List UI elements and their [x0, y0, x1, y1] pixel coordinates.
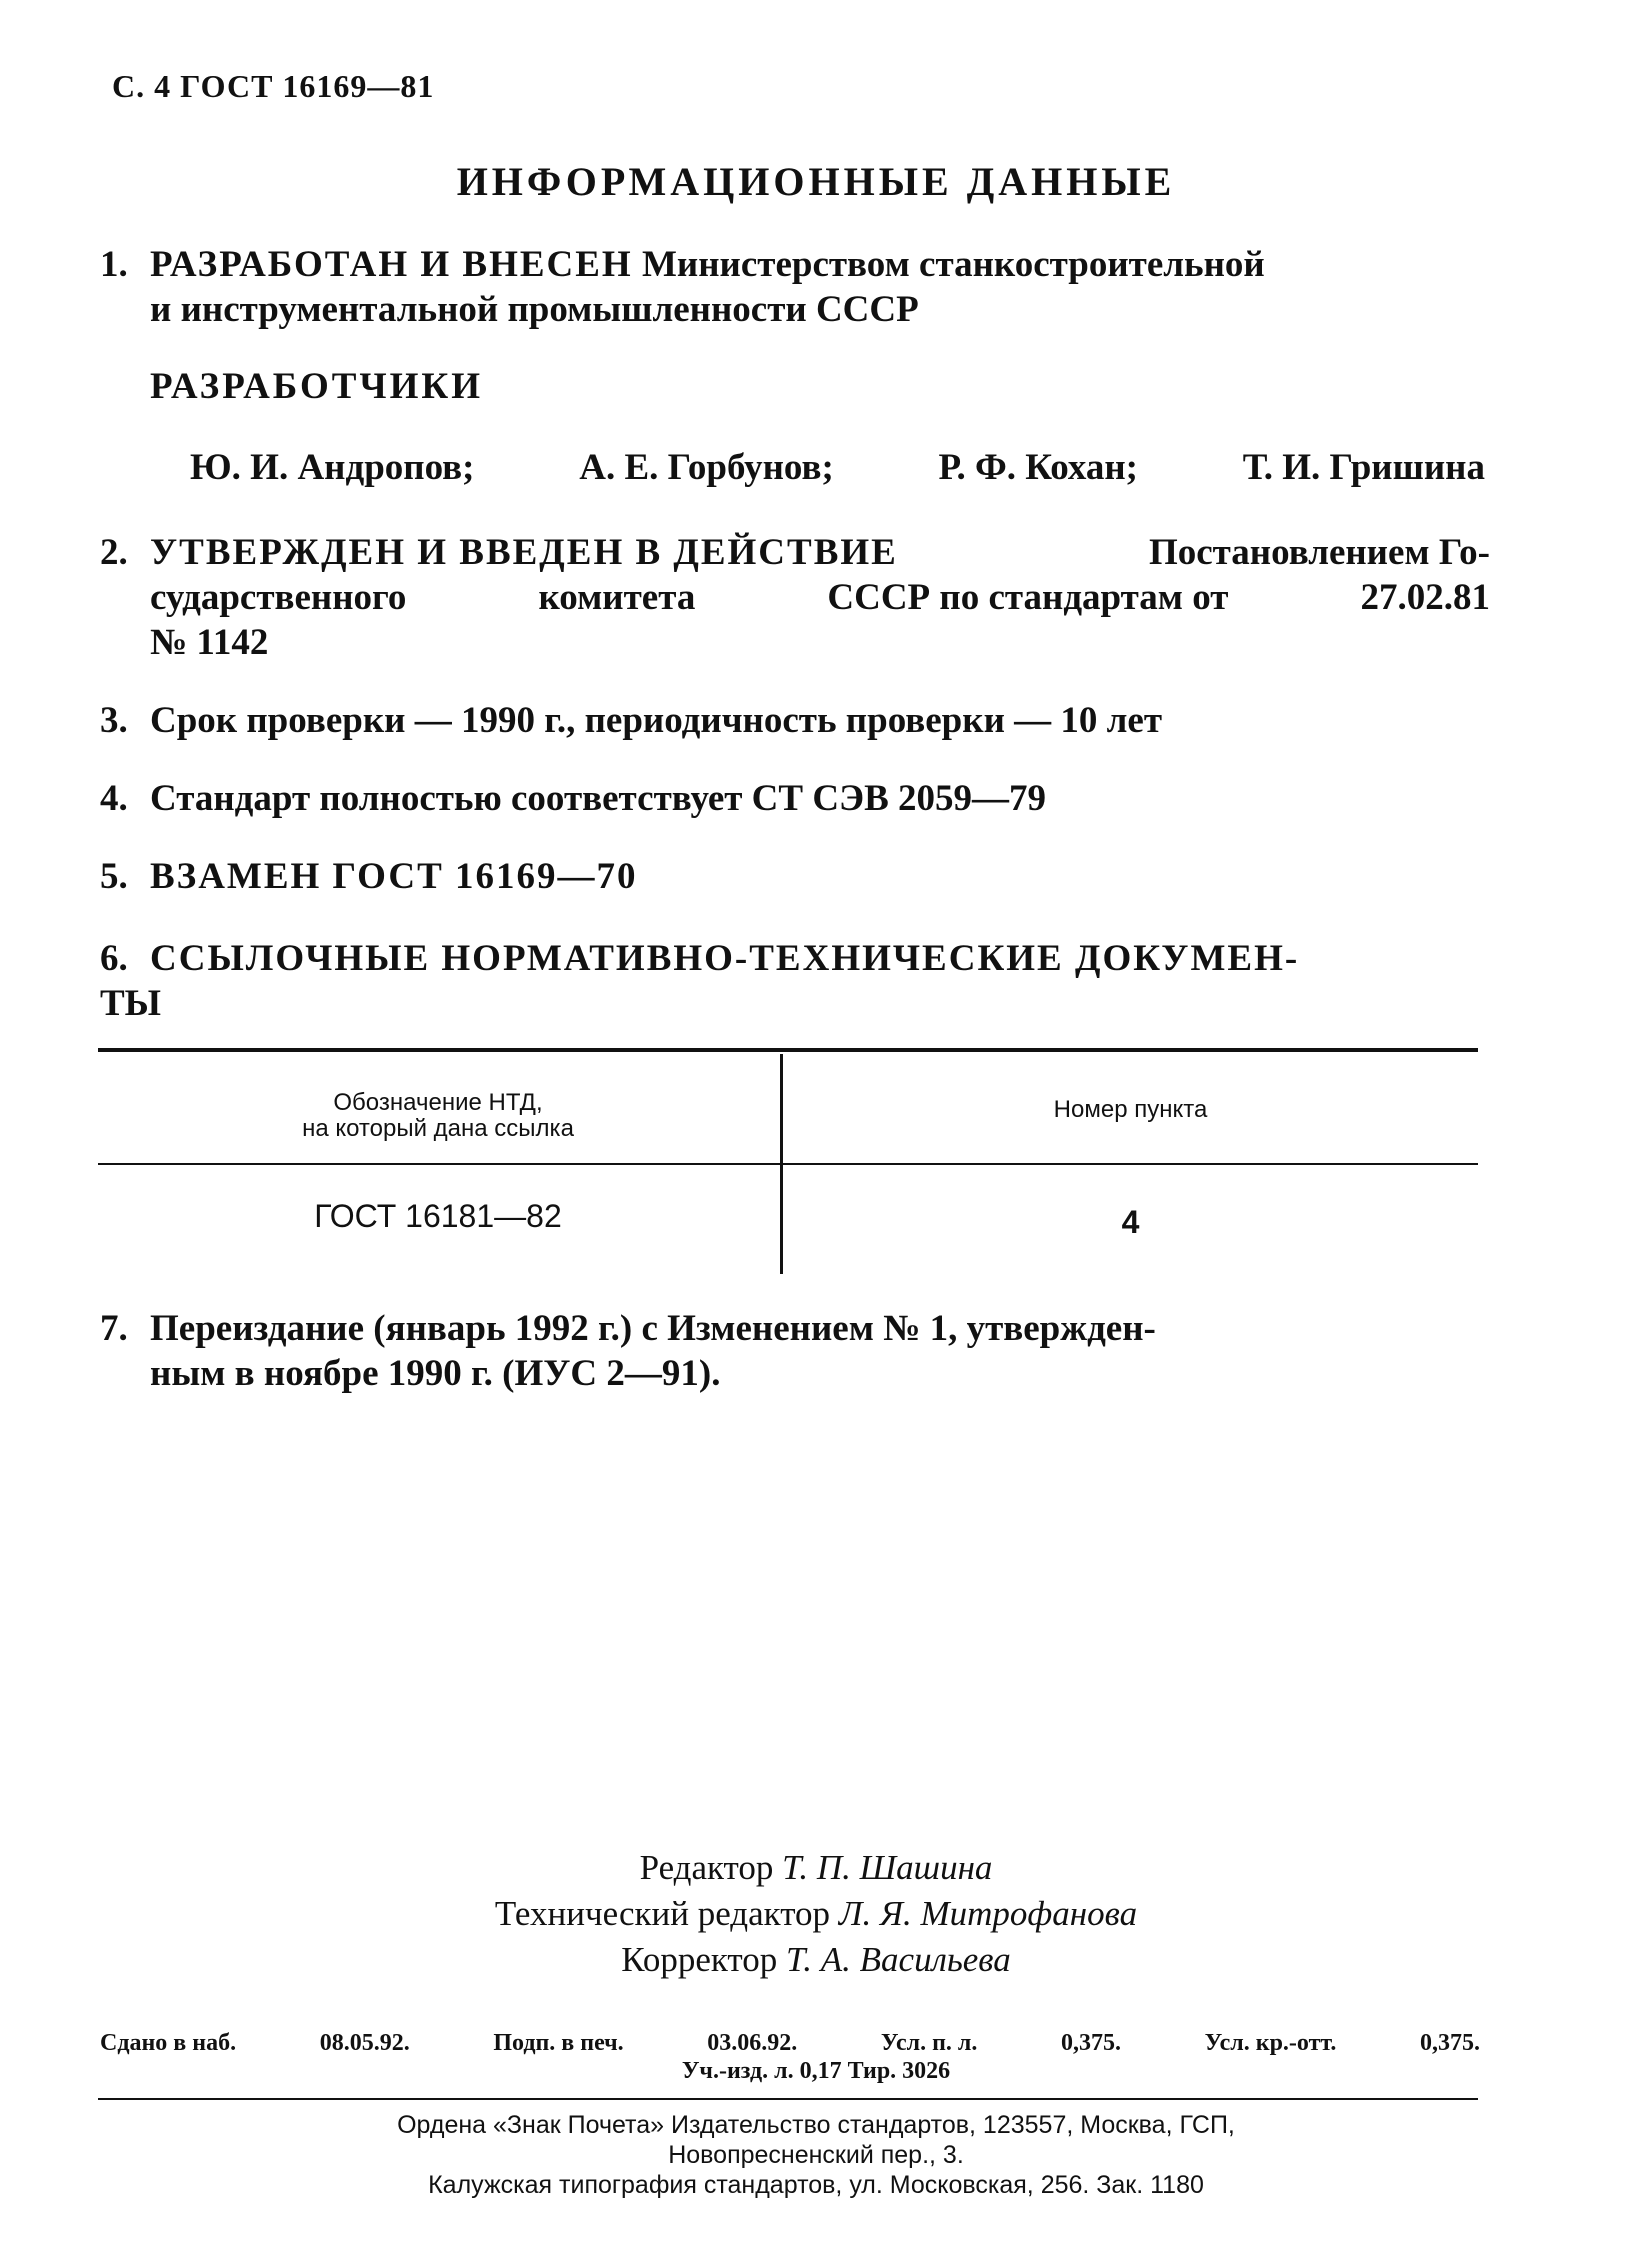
- item-continuation: и инструментальной промышленности СССР: [150, 289, 919, 330]
- item-word: 27.02.81: [1360, 577, 1490, 618]
- item-text: Министерством станкостроительной: [641, 244, 1265, 285]
- credit-name: Т. А. Васильева: [786, 1940, 1011, 1979]
- credit-editor: [0, 1848, 1632, 1888]
- credit-tech-editor: [0, 1894, 1632, 1934]
- item-3: [100, 698, 1490, 743]
- item-number: 5.: [100, 856, 128, 897]
- table-column-divider: [780, 1054, 783, 1274]
- table-top-rule: [98, 1048, 1478, 1052]
- imprint-rule: [98, 2098, 1478, 2100]
- item-7: [100, 1306, 1490, 1396]
- item-number: 1.: [100, 244, 128, 285]
- imprint-item: 0,375.: [1420, 2030, 1480, 2056]
- table-header-rule: [98, 1163, 1478, 1165]
- item-text: Стандарт полностью соответствует СТ СЭВ 2059—79: [150, 778, 1047, 819]
- developer-name: Р. Ф. Кохан;: [938, 447, 1138, 488]
- imprint-item: Усл. кр.-отт.: [1204, 2030, 1337, 2056]
- developers-list: [190, 446, 1485, 489]
- imprint-item: 08.05.92.: [319, 2030, 410, 2056]
- item-text: ВЗАМЕН ГОСТ 16169—70: [150, 856, 638, 897]
- imprint-line-1: [100, 2030, 1480, 2057]
- publisher-line: Новопресненский пер., 3.: [668, 2141, 964, 2169]
- table-header-ntd: Обозначение НТД, на который дана ссылка: [302, 1089, 574, 1142]
- credit-name: Т. П. Шашина: [782, 1848, 993, 1887]
- credit-corrector: [0, 1940, 1632, 1980]
- item-number: 2.: [100, 532, 128, 573]
- table-cell-ntd: ГОСТ 16181—82: [314, 1198, 562, 1234]
- developer-name: А. Е. Горбунов;: [579, 447, 834, 488]
- item-word: комитета: [538, 577, 696, 618]
- imprint-item: Усл. п. л.: [880, 2030, 978, 2056]
- credit-role: Редактор: [639, 1848, 774, 1887]
- item-number: 7.: [100, 1308, 128, 1349]
- table-cell-clause: 4: [1121, 1204, 1140, 1240]
- table-header-clause: Номер пункта: [1053, 1096, 1208, 1123]
- item-continuation: № 1142: [150, 622, 269, 663]
- item-number: 6.: [100, 938, 128, 979]
- item-6: [100, 936, 1490, 1026]
- credit-role: Корректор: [621, 1940, 778, 1979]
- item-text: ССЫЛОЧНЫЕ НОРМАТИВНО-ТЕХНИЧЕСКИЕ ДОКУМЕН-: [150, 938, 1300, 979]
- item-continuation: ным в ноябре 1990 г. (ИУС 2—91).: [150, 1353, 721, 1394]
- developer-name: Т. И. Гришина: [1242, 447, 1485, 488]
- item-number: 3.: [100, 700, 128, 741]
- item-text: Срок проверки — 1990 г., периодичность проверки — 10 лет: [150, 700, 1162, 741]
- item-number: 4.: [100, 778, 128, 819]
- imprint-line-2: Уч.-изд. л. 0,17 Тир. 3026: [681, 2058, 951, 2084]
- item-continuation: ТЫ: [100, 983, 162, 1024]
- printing-house-line: Калужская типография стандартов, ул. Московская, 256. Зак. 1180: [428, 2171, 1204, 2199]
- imprint-item: 03.06.92.: [707, 2030, 798, 2056]
- credit-role: Технический редактор: [494, 1894, 831, 1933]
- item-lead: УТВЕРЖДЕН И ВВЕДЕН В ДЕЙСТВИЕ: [150, 532, 898, 573]
- imprint-item: 0,375.: [1060, 2030, 1121, 2056]
- item-text: Переиздание (январь 1992 г.) с Изменением № 1, утвержден-: [150, 1308, 1156, 1349]
- item-lead: РАЗРАБОТАН И ВНЕСЕН: [150, 244, 633, 285]
- developers-label: РАЗРАБОТЧИКИ: [150, 366, 483, 407]
- item-word: сударственного: [150, 577, 407, 618]
- developer-name: Ю. И. Андропов;: [190, 447, 475, 488]
- item-1: [100, 242, 1490, 332]
- item-4: [100, 776, 1490, 821]
- item-2: [100, 530, 1490, 665]
- page-title: ИНФОРМАЦИОННЫЕ ДАННЫЕ: [456, 159, 1176, 204]
- imprint-item: Подп. в печ.: [493, 2030, 624, 2056]
- publisher-line: Ордена «Знак Почета» Издательство стандартов, 123557, Москва, ГСП,: [397, 2111, 1235, 2139]
- credit-name: Л. Я. Митрофанова: [838, 1894, 1138, 1933]
- page-header: С. 4 ГОСТ 16169—81: [112, 68, 435, 104]
- imprint-item: Сдано в наб.: [100, 2030, 237, 2056]
- item-text: Постановлением Го-: [1148, 532, 1490, 573]
- item-word: СССР по стандартам от: [827, 577, 1229, 618]
- item-5: [100, 854, 1490, 899]
